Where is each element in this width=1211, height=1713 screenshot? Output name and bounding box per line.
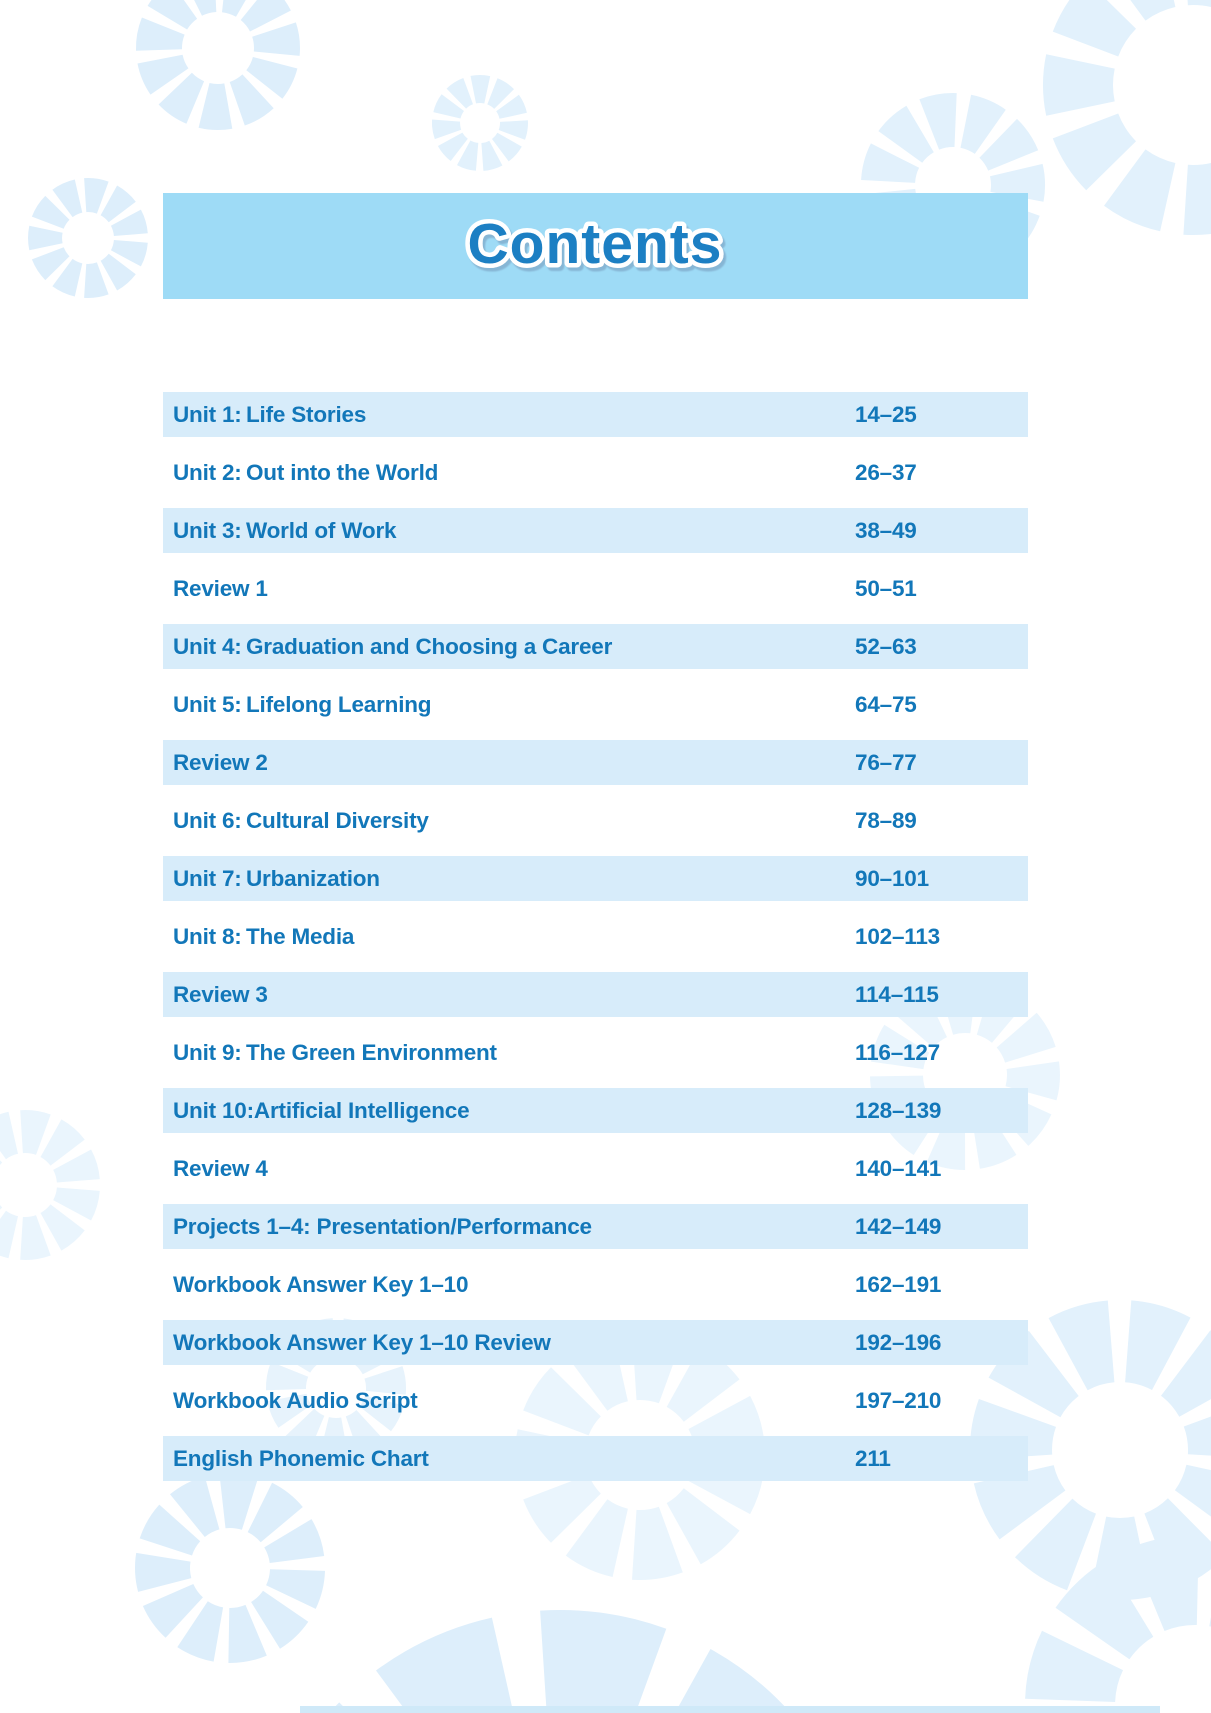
toc-row-pages: 140–141 (855, 1155, 942, 1181)
toc-row-pages: 114–115 (855, 981, 939, 1007)
toc-row-unit-label: Unit 2: (173, 459, 242, 485)
toc-row-title: Urbanization (246, 865, 380, 891)
toc-row-unit-label: Unit 7: (173, 865, 242, 891)
toc-row (163, 624, 1028, 669)
toc-row-pages: 90–101 (855, 865, 929, 891)
toc-row-pages: 162–191 (855, 1271, 942, 1297)
toc-row-unit-label: Unit 10: (173, 1097, 254, 1123)
toc-row-unit-label: Unit 5: (173, 691, 242, 717)
toc-row (163, 1378, 1028, 1423)
contents-banner (163, 193, 1028, 299)
toc-row (163, 1262, 1028, 1307)
toc-row (163, 914, 1028, 959)
toc-row-pages: 197–210 (855, 1387, 942, 1413)
toc-row-unit-label: Unit 6: (173, 807, 242, 833)
toc-row-title: Lifelong Learning (246, 691, 432, 717)
toc-row-title: Review 2 (173, 749, 268, 775)
toc-row-pages: 192–196 (855, 1329, 942, 1355)
toc-row (163, 856, 1028, 901)
toc-row-pages: 142–149 (855, 1213, 942, 1239)
toc-row (163, 798, 1028, 843)
toc-row-title: Review 3 (173, 981, 268, 1007)
toc-row-pages: 26–37 (855, 459, 917, 485)
toc-row-title: English Phonemic Chart (173, 1445, 429, 1471)
toc-row-pages: 78–89 (855, 807, 917, 833)
toc-row (163, 972, 1028, 1017)
toc-row-title: Review 1 (173, 575, 268, 601)
toc-row-title: The Media (246, 923, 355, 949)
toc-row-pages: 128–139 (855, 1097, 942, 1123)
toc-row-title: Workbook Answer Key 1–10 (173, 1271, 469, 1297)
toc-row-title: Workbook Answer Key 1–10 Review (173, 1329, 551, 1355)
toc-row (163, 1436, 1028, 1481)
toc-row-unit-label: Unit 1: (173, 401, 242, 427)
toc-row-pages: 211 (855, 1445, 891, 1471)
toc-row-pages: 64–75 (855, 691, 917, 717)
toc-row (163, 1030, 1028, 1075)
toc-row-title: Life Stories (246, 401, 367, 427)
toc-row-unit-label: Unit 9: (173, 1039, 242, 1065)
toc-row (163, 1204, 1028, 1249)
toc-row (163, 1088, 1028, 1133)
toc-row (163, 682, 1028, 727)
toc-row (163, 508, 1028, 553)
toc-row-title: Projects 1–4: Presentation/Performance (173, 1213, 592, 1239)
toc-row-title: Artificial Intelligence (253, 1097, 470, 1123)
toc-row-title: Cultural Diversity (246, 807, 429, 833)
toc-row (163, 1320, 1028, 1365)
toc-row-title: The Green Environment (246, 1039, 497, 1065)
toc-row-title: World of Work (246, 517, 397, 543)
toc-row-unit-label: Unit 8: (173, 923, 242, 949)
toc-row-pages: 76–77 (855, 749, 917, 775)
toc-row (163, 450, 1028, 495)
toc-row-pages: 38–49 (855, 517, 917, 543)
toc-list (163, 392, 1028, 1494)
toc-row-pages: 52–63 (855, 633, 917, 659)
toc-row (163, 392, 1028, 437)
toc-row-unit-label: Unit 4: (173, 633, 242, 659)
toc-row-unit-label: Unit 3: (173, 517, 242, 543)
toc-row (163, 740, 1028, 785)
toc-row (163, 1146, 1028, 1191)
toc-row-title: Graduation and Choosing a Career (246, 633, 613, 659)
toc-row-title: Workbook Audio Script (173, 1387, 418, 1413)
toc-row-pages: 14–25 (855, 401, 917, 427)
toc-row (163, 566, 1028, 611)
toc-row-pages: 102–113 (855, 923, 940, 949)
toc-row-title: Out into the World (246, 459, 439, 485)
toc-row-pages: 50–51 (855, 575, 917, 601)
toc-row-pages: 116–127 (855, 1039, 940, 1065)
page-title: Contents (467, 212, 723, 277)
toc-row-title: Review 4 (173, 1155, 268, 1181)
